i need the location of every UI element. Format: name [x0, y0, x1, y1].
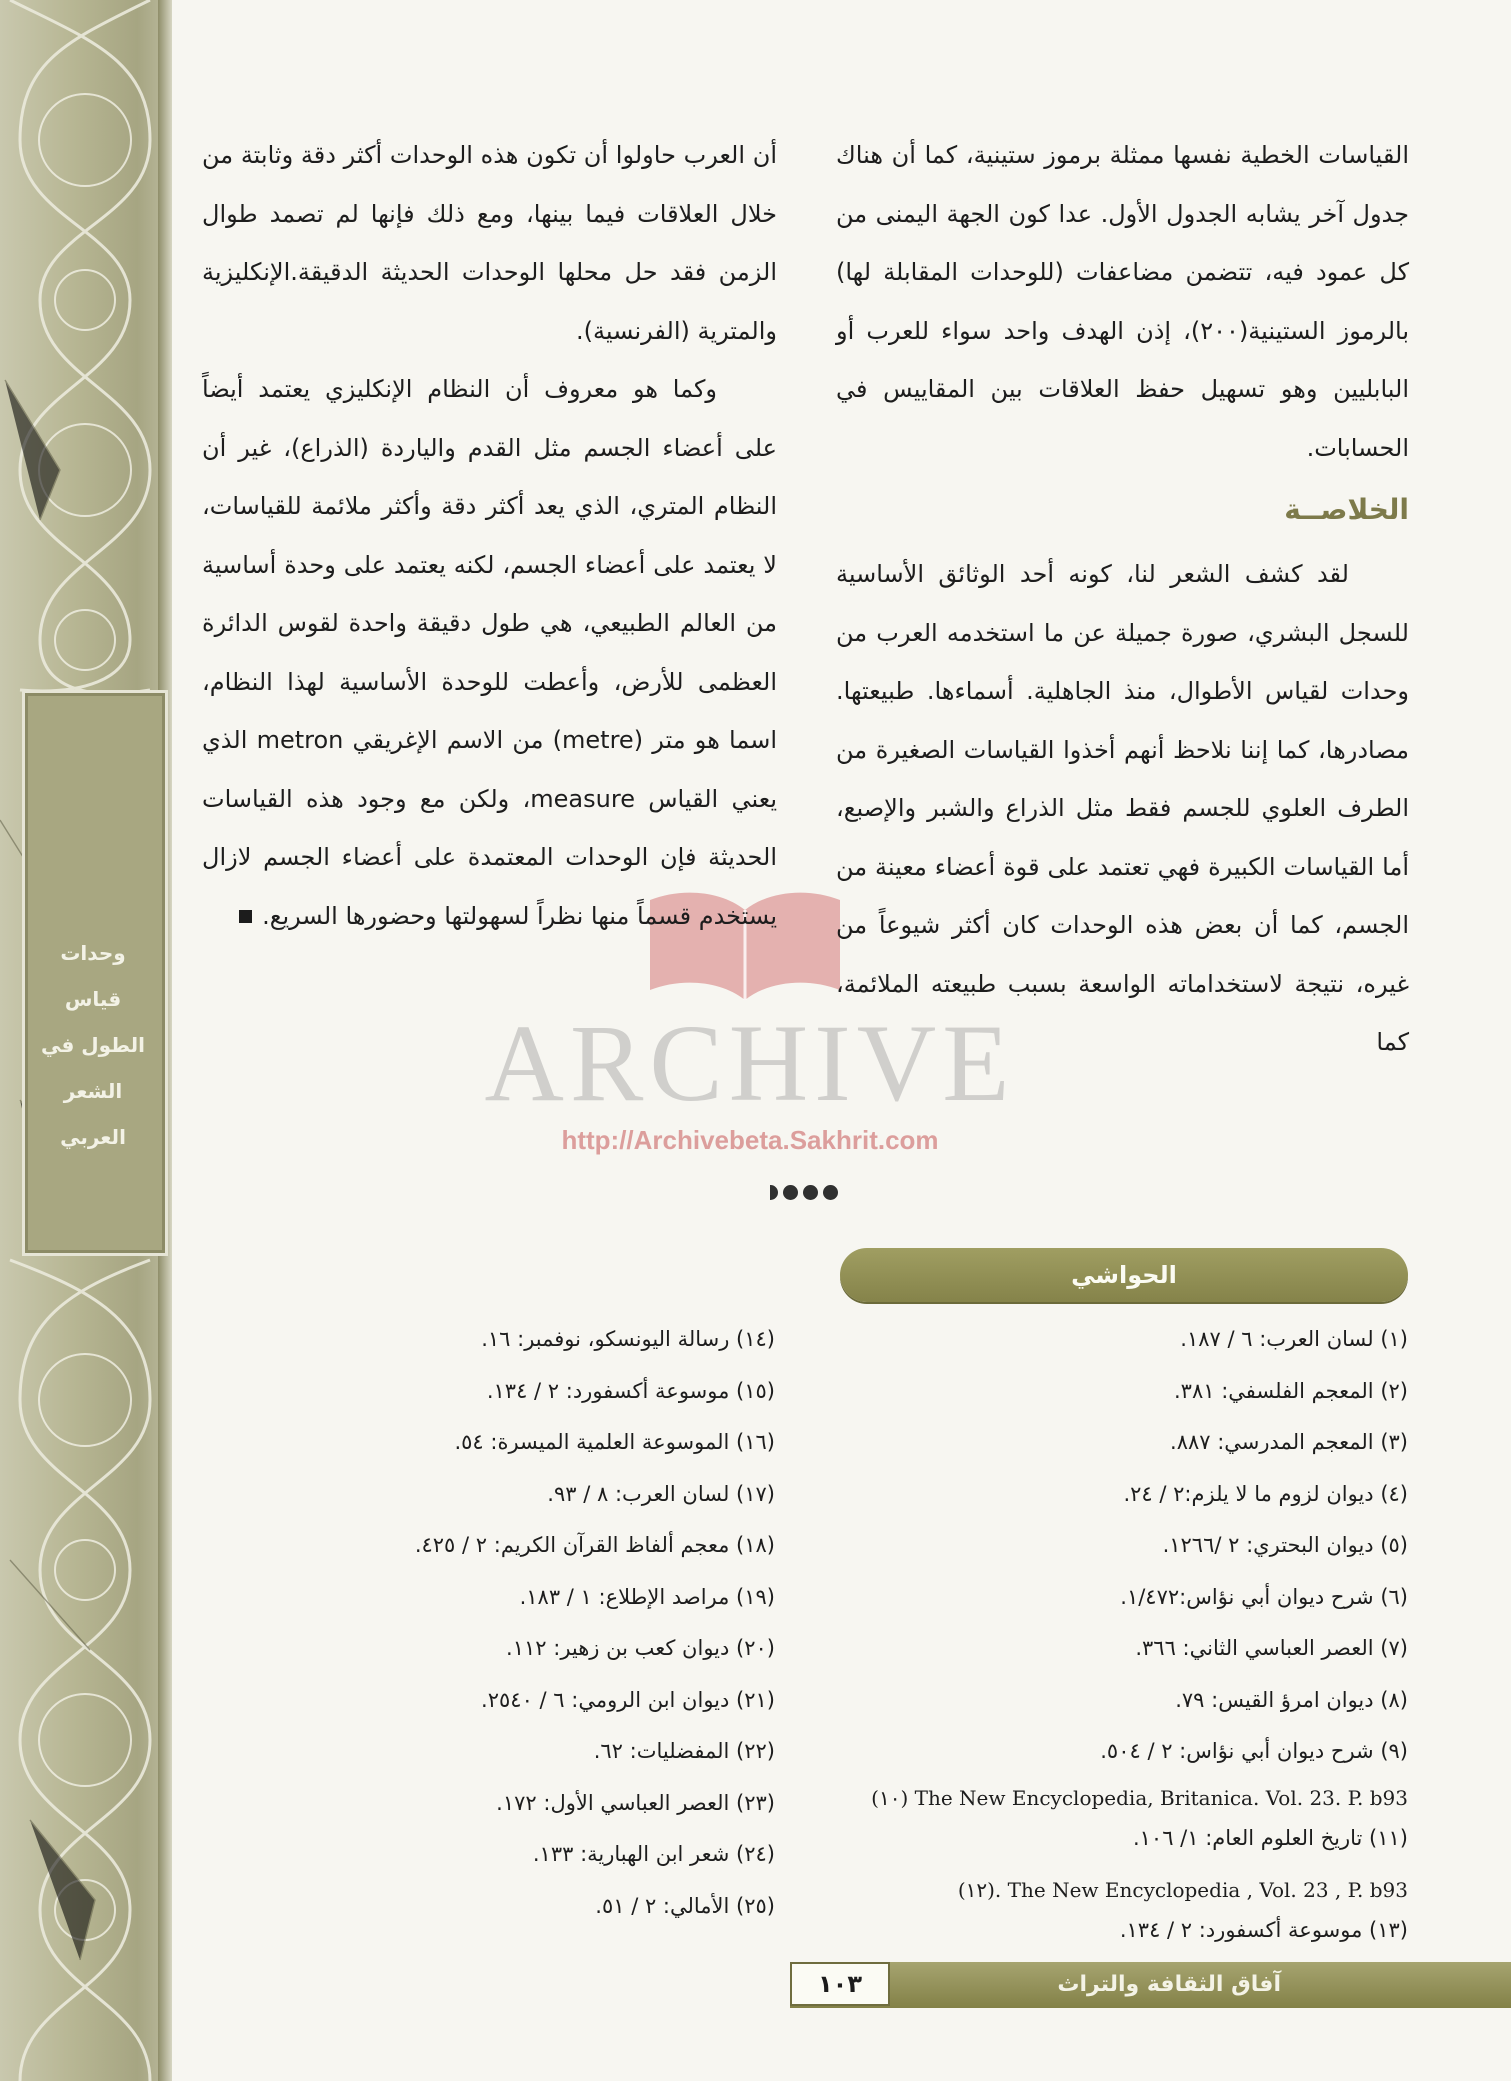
side-title-line: قياس [64, 987, 122, 1011]
right-column [836, 126, 1409, 1072]
side-title-line: الشعر [63, 1079, 123, 1103]
dot-icon [783, 1185, 798, 1200]
side-title-line: وحدات [60, 941, 126, 965]
body-paragraph: أن العرب حاولوا أن تكون هذه الوحدات أكثر دقة وثابتة من خلال العلاقات فيما بينها، ومع ذلك فإنها لم تصمد طوال الزمن فقد حل محلها الوحدات الحديثة الدقيقة.الإنكليزية والمترية (الفرنسية). [202, 141, 777, 345]
section-heading: الخلاصــة [1284, 493, 1409, 526]
footnote: (٦) شرح ديوان أبي نؤاس:١/٤٧٢. [1120, 1584, 1408, 1609]
side-title-line: الطول في [40, 1033, 146, 1057]
footnote: (١٩) مراصد الإطلاع: ١ / ١٨٣. [519, 1584, 775, 1609]
footnote: (١٧) لسان العرب: ٨ / ٩٣. [547, 1481, 775, 1506]
page-number: ١٠٣ [790, 1962, 890, 2006]
footnote: (٣) المعجم المدرسي: ٨٨٧. [1170, 1430, 1408, 1454]
spacer [836, 1858, 1408, 1870]
left-column [202, 126, 777, 945]
footnote: (٢) المعجم الفلسفي: ٣٨١. [1173, 1378, 1408, 1403]
notes-header-label: الحواشي [1071, 1261, 1177, 1289]
paragraph-text: وكما هو معروف أن النظام الإنكليزي يعتمد أيضاً على أعضاء الجسم مثل القدم والياردة (الذراع)، غير أن النظام المتري، الذي يعد أكثر دقة وأكثر ملائمة للقياسات، لا يعتمد على أعضاء الجسم، لكنه يعتمد على وحدة أساسية من العالم الطبيعي، هي طول دقيقة واحدة لقوس الدائرة العظمى للأرض، وأعطت للوحدة الأساسية لهذا النظام، اسما هو متر (metre) من الاسم الإغريقي metron الذي يعني القياس measure، ولكن مع وجود هذه القياسات الحديثة فإن الوحدات المعتمدة على أعضاء الجسم لازال يستخدم قسماً منها نظراً لسهولتها وحضورها السريع. [202, 375, 778, 930]
footnote: (٢٣) العصر العباسي الأول: ١٧٢. [496, 1790, 775, 1815]
footnote: (١٨) معجم ألفاظ القرآن الكريم: ٢ / ٤٢٥. [414, 1533, 775, 1557]
footnote: (١٥) موسوعة أكسفورد: ٢ / ١٣٤. [486, 1378, 775, 1403]
section-divider-dots [770, 1180, 840, 1204]
footnote: (٩) شرح ديوان أبي نؤاس: ٢ / ٥٠٤. [1100, 1739, 1408, 1763]
notes-header [840, 1248, 1408, 1302]
watermark-text: ARCHIVE [484, 1002, 1016, 1124]
footnote: (٢١) ديوان ابن الرومي: ٦ / ٢٥٤٠. [481, 1687, 775, 1712]
footnote: (٢٥) الأمالي: ٢ / ٥١. [595, 1893, 775, 1918]
footnote: (١٤) رسالة اليونسكو، نوفمبر: ١٦. [481, 1327, 775, 1351]
footnote: The New Encyclopedia, Britanica. Vol. 23. P. b93 (١٠) [871, 1785, 1408, 1810]
body-paragraph: لقد كشف الشعر لنا، كونه أحد الوثائق الأساسية للسجل البشري، صورة جميلة عن ما استخدمه العرب من وحدات لقياس الأطوال، منذ الجاهلية. أسماءها. طبيعتها. مصادرها، كما إننا نلاحظ أنهم أخذوا القياسات الصغيرة من الطرف العلوي للجسم فقط مثل الذراع والشبر والإصبع، أما القياسات الكبيرة فهي تعتمد على قوة أعضاء معينة من الجسم، كما أن بعض هذه الوحدات كان أكثر شيوعاً من غيره، نتيجة لاستخداماته الواسعة بسبب طبيعته الملائمة، كما [836, 560, 1409, 1056]
watermark-url: http://Archivebeta.Sakhrit.com [561, 1125, 939, 1155]
footnote: (٧) العصر العباسي الثاني: ٣٦٦. [1135, 1636, 1408, 1660]
footnote: (٥) ديوان البحتري: ٢ /١٢٦٦. [1162, 1533, 1408, 1557]
body-paragraph [202, 360, 777, 945]
footnote: (٨) ديوان امرؤ القيس: ٧٩. [1175, 1687, 1408, 1712]
footer-bar [790, 1962, 1511, 2008]
end-square-icon [239, 910, 252, 923]
side-title-line: العربي [60, 1125, 126, 1149]
footnote: (٢٤) شعر ابن الهبارية: ١٣٣. [532, 1842, 775, 1866]
footnote: (٢٠) ديوان كعب بن زهير: ١١٢. [506, 1636, 775, 1660]
notes-list-left [300, 1314, 775, 1932]
footnote: (١٦) الموسوعة العلمية الميسرة: ٥٤. [454, 1430, 775, 1454]
dot-icon [823, 1185, 838, 1200]
body-paragraph: القياسات الخطية نفسها ممثلة برموز ستينية، كما أن هناك جدول آخر يشابه الجدول الأول. عدا كون الجهة اليمنى من كل عمود فيه، تتضمن مضاعفات (للوحدات المقابلة لها) بالرموز الستينية(٢٠٠)، إذن الهدف واحد سواء للعرب أو البابليين وهو تسهيل حفظ العلاقات بين المقاييس في الحسابات. [836, 141, 1410, 462]
footnote: (١) لسان العرب: ٦ / ١٨٧. [1180, 1327, 1408, 1351]
dot-icon [803, 1185, 818, 1200]
dot-icon [770, 1185, 778, 1200]
footnote: (١١) تاريخ العلوم العام: ١/ ١٠٦. [1132, 1825, 1408, 1850]
footnote: (١٣) موسوعة أكسفورد: ٢ / ١٣٤. [1119, 1917, 1408, 1942]
footnote: (٢٢) المفضليات: ٦٢. [593, 1739, 775, 1763]
notes-list-right [836, 1314, 1408, 1950]
footnote: The New Encyclopedia , Vol. 23 , P. b93 .(١٢) [957, 1877, 1408, 1902]
footnote: (٤) ديوان لزوم ما لا يلزم:٢ / ٢٤. [1123, 1481, 1408, 1506]
side-title [30, 930, 156, 1160]
magazine-name: آفاق الثقافة والتراث [1057, 1972, 1281, 1997]
